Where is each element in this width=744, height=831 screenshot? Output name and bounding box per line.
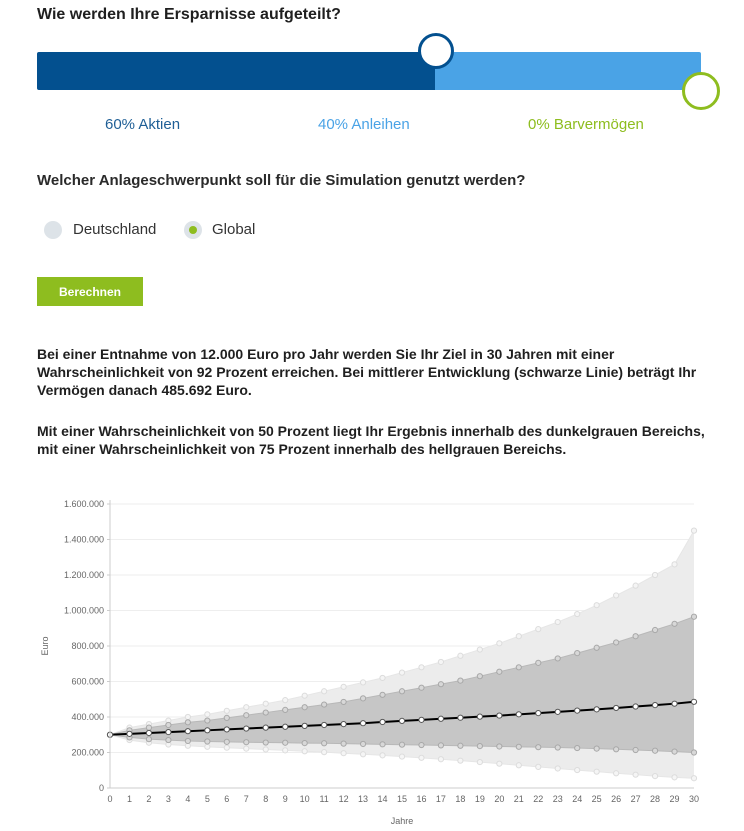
data-point-upper_outer <box>594 603 599 608</box>
data-point-lower_inner <box>458 743 463 748</box>
data-point-lower_inner <box>691 750 696 755</box>
stocks-bonds-handle[interactable] <box>418 33 454 69</box>
data-point-median <box>283 724 288 729</box>
result-text-1: Bei einer Entnahme von 12.000 Euro pro Jahr werden Sie Ihr Ziel in 30 Jahren mit einer Wahrscheinlichkeit von 92 Prozent erreichen. Bei mittlerer Entwicklung (schwarze Linie) beträgt Ihr Vermögen danach 485.692 Euro. <box>37 346 697 398</box>
data-point-lower_outer <box>555 766 560 771</box>
data-point-median <box>380 719 385 724</box>
bonds-share-label: 40% Anleihen <box>318 116 410 133</box>
data-point-upper_inner <box>244 713 249 718</box>
data-point-upper_inner <box>283 707 288 712</box>
data-point-upper_inner <box>322 702 327 707</box>
x-tick-label: 0 <box>107 794 113 804</box>
allocation-question: Wie werden Ihre Ersparnisse aufgeteilt? <box>37 6 341 23</box>
x-tick-label: 10 <box>299 794 310 804</box>
data-point-upper_outer <box>458 653 463 658</box>
radio-deutschland[interactable] <box>44 221 62 239</box>
data-point-upper_inner <box>185 720 190 725</box>
data-point-lower_inner <box>205 739 210 744</box>
data-point-upper_outer <box>672 562 677 567</box>
x-tick-label: 18 <box>455 794 466 804</box>
data-point-lower_outer <box>516 763 521 768</box>
result-text-2: Mit einer Wahrscheinlichkeit von 50 Prozent liegt Ihr Ergebnis innerhalb des dunkelgrauen Bereichs, mit einer Wahrscheinlichkeit von 75 Prozent innerhalb des hellgrauen Bereichs. <box>37 423 705 457</box>
data-point-lower_inner <box>672 749 677 754</box>
cash-share-label: 0% Barvermögen <box>528 116 644 133</box>
data-point-upper_outer <box>497 641 502 646</box>
y-tick-label: 600.000 <box>71 676 104 687</box>
data-point-lower_outer <box>419 755 424 760</box>
bonds-cash-handle[interactable] <box>682 72 720 110</box>
data-point-median <box>302 723 307 728</box>
data-point-upper_inner <box>633 634 638 639</box>
data-point-median <box>497 713 502 718</box>
data-point-upper_inner <box>302 705 307 710</box>
x-axis-title: Jahre <box>390 816 414 826</box>
data-point-median <box>166 729 171 734</box>
data-point-upper_inner <box>594 645 599 650</box>
data-point-median <box>555 709 560 714</box>
data-point-lower_outer <box>652 774 657 779</box>
data-point-lower_inner <box>224 739 229 744</box>
data-point-lower_inner <box>283 740 288 745</box>
calculate-button[interactable]: Berechnen <box>37 277 143 306</box>
data-point-upper_inner <box>419 685 424 690</box>
data-point-upper_outer <box>283 698 288 703</box>
x-tick-label: 23 <box>552 794 563 804</box>
data-point-lower_inner <box>263 740 268 745</box>
y-tick-label: 200.000 <box>71 747 104 758</box>
data-point-lower_inner <box>438 743 443 748</box>
data-point-upper_inner <box>691 614 696 619</box>
data-point-lower_inner <box>244 740 249 745</box>
x-tick-label: 7 <box>243 794 249 804</box>
data-point-upper_inner <box>458 678 463 683</box>
data-point-median <box>652 703 657 708</box>
radio-global-label[interactable]: Global <box>212 221 256 238</box>
data-point-median <box>224 727 229 732</box>
stocks-share-label: 60% Aktien <box>105 116 181 133</box>
data-point-median <box>205 728 210 733</box>
data-point-upper_inner <box>360 696 365 701</box>
data-point-lower_inner <box>555 745 560 750</box>
x-tick-label: 27 <box>630 794 641 804</box>
data-point-lower_inner <box>497 744 502 749</box>
data-point-upper_outer <box>575 611 580 616</box>
data-point-median <box>127 731 132 736</box>
data-point-median <box>360 721 365 726</box>
data-point-upper_outer <box>419 665 424 670</box>
data-point-lower_outer <box>360 752 365 757</box>
data-point-lower_outer <box>633 772 638 777</box>
data-point-upper_inner <box>166 722 171 727</box>
data-point-lower_outer <box>614 771 619 776</box>
data-point-upper_outer <box>633 583 638 588</box>
data-point-upper_outer <box>205 712 210 717</box>
data-point-upper_outer <box>380 675 385 680</box>
x-tick-label: 22 <box>533 794 544 804</box>
data-point-upper_inner <box>672 621 677 626</box>
x-tick-label: 29 <box>669 794 680 804</box>
data-point-lower_inner <box>146 737 151 742</box>
y-tick-label: 1.400.000 <box>63 534 104 545</box>
data-point-upper_inner <box>380 692 385 697</box>
x-tick-label: 9 <box>282 794 288 804</box>
x-tick-label: 20 <box>494 794 505 804</box>
data-point-lower_outer <box>341 751 346 756</box>
data-point-lower_outer <box>536 764 541 769</box>
projection-chart <box>30 490 730 830</box>
data-point-upper_inner <box>516 665 521 670</box>
data-point-lower_outer <box>477 759 482 764</box>
data-point-lower_inner <box>575 745 580 750</box>
data-point-lower_outer <box>438 757 443 762</box>
data-point-upper_inner <box>575 651 580 656</box>
data-point-lower_outer <box>244 746 249 751</box>
x-tick-label: 5 <box>204 794 210 804</box>
y-tick-label: 400.000 <box>71 712 104 722</box>
data-point-lower_outer <box>672 775 677 780</box>
data-point-lower_inner <box>614 747 619 752</box>
y-tick-label: 1.200.000 <box>63 570 104 580</box>
data-point-lower_outer <box>691 776 696 781</box>
data-point-upper_outer <box>341 684 346 689</box>
data-point-upper_outer <box>322 689 327 694</box>
data-point-upper_inner <box>614 640 619 645</box>
data-point-lower_outer <box>594 769 599 774</box>
data-point-lower_inner <box>322 741 327 746</box>
data-point-median <box>536 710 541 715</box>
x-tick-label: 17 <box>435 794 446 804</box>
data-point-lower_inner <box>166 737 171 742</box>
x-tick-label: 3 <box>165 794 171 804</box>
data-point-lower_outer <box>497 761 502 766</box>
data-point-upper_outer <box>263 701 268 706</box>
data-point-upper_inner <box>399 689 404 694</box>
x-tick-label: 13 <box>358 794 369 804</box>
y-axis-title: Euro <box>40 636 50 656</box>
y-tick-label: 1.600.000 <box>63 499 104 509</box>
data-point-upper_outer <box>536 627 541 632</box>
data-point-upper_outer <box>185 714 190 719</box>
data-point-upper_outer <box>516 634 521 639</box>
data-point-lower_inner <box>536 745 541 750</box>
x-tick-label: 28 <box>650 794 661 804</box>
data-point-lower_inner <box>185 738 190 743</box>
data-point-upper_inner <box>224 715 229 720</box>
data-point-median <box>516 712 521 717</box>
x-tick-label: 1 <box>126 794 132 804</box>
data-point-upper_inner <box>341 699 346 704</box>
data-point-median <box>438 716 443 721</box>
data-point-upper_inner <box>146 725 151 730</box>
data-point-upper_outer <box>477 647 482 652</box>
data-point-median <box>691 699 696 704</box>
stocks-segment <box>37 52 435 90</box>
data-point-lower_inner <box>652 748 657 753</box>
x-tick-label: 30 <box>688 794 700 804</box>
x-tick-label: 26 <box>611 794 622 804</box>
data-point-lower_inner <box>516 744 521 749</box>
x-tick-label: 16 <box>416 794 427 804</box>
data-point-lower_outer <box>205 744 210 749</box>
x-tick-label: 8 <box>263 794 269 804</box>
data-point-upper_inner <box>497 669 502 674</box>
data-point-median <box>614 705 619 710</box>
data-point-median <box>419 717 424 722</box>
data-point-upper_inner <box>263 710 268 715</box>
data-point-lower_inner <box>302 740 307 745</box>
data-point-lower_outer <box>302 749 307 754</box>
data-point-lower_outer <box>322 750 327 755</box>
data-point-upper_outer <box>302 693 307 698</box>
data-point-median <box>146 730 151 735</box>
data-point-upper_outer <box>614 593 619 598</box>
x-tick-label: 14 <box>377 794 388 804</box>
data-point-lower_inner <box>594 746 599 751</box>
data-point-median <box>458 715 463 720</box>
data-point-upper_outer <box>438 659 443 664</box>
data-point-upper_inner <box>555 656 560 661</box>
data-point-lower_outer <box>575 767 580 772</box>
x-tick-label: 12 <box>338 794 349 804</box>
x-tick-label: 24 <box>572 794 583 804</box>
x-tick-label: 15 <box>396 794 408 804</box>
y-tick-label: 800.000 <box>71 641 104 651</box>
data-point-lower_outer <box>458 758 463 763</box>
data-point-upper_outer <box>652 572 657 577</box>
data-point-median <box>672 701 677 706</box>
data-point-lower_inner <box>419 742 424 747</box>
y-tick-label: 0 <box>98 783 104 793</box>
x-tick-label: 2 <box>146 794 152 804</box>
data-point-lower_outer <box>283 748 288 753</box>
data-point-lower_outer <box>399 754 404 759</box>
data-point-upper_outer <box>399 670 404 675</box>
data-point-lower_inner <box>477 744 482 749</box>
data-point-median <box>322 722 327 727</box>
data-point-median <box>185 729 190 734</box>
data-point-upper_outer <box>224 708 229 713</box>
data-point-median <box>341 722 346 727</box>
data-point-lower_inner <box>360 741 365 746</box>
data-point-median <box>263 725 268 730</box>
data-point-lower_outer <box>263 747 268 752</box>
x-tick-label: 21 <box>513 794 524 804</box>
x-tick-label: 11 <box>319 794 329 804</box>
x-tick-label: 19 <box>474 794 485 804</box>
data-point-upper_outer <box>360 680 365 685</box>
data-point-upper_inner <box>477 674 482 679</box>
radio-global[interactable] <box>184 221 202 239</box>
allocation-slider[interactable] <box>37 52 701 90</box>
data-point-lower_outer <box>380 753 385 758</box>
data-point-lower_inner <box>380 742 385 747</box>
data-point-lower_outer <box>224 745 229 750</box>
data-point-median <box>594 707 599 712</box>
data-point-lower_inner <box>399 742 404 747</box>
data-point-median <box>477 714 482 719</box>
data-point-lower_inner <box>341 741 346 746</box>
radio-deutschland-label[interactable]: Deutschland <box>73 221 157 238</box>
x-tick-label: 25 <box>591 794 602 804</box>
data-point-upper_outer <box>691 528 696 533</box>
bonds-segment <box>435 52 701 90</box>
data-point-upper_inner <box>205 718 210 723</box>
data-point-median <box>633 704 638 709</box>
data-point-lower_inner <box>633 747 638 752</box>
x-tick-label: 4 <box>185 794 191 804</box>
y-tick-label: 1.000.000 <box>63 605 104 616</box>
data-point-median <box>244 726 249 731</box>
data-point-upper_inner <box>438 682 443 687</box>
data-point-upper_inner <box>652 627 657 632</box>
data-point-upper_inner <box>536 660 541 665</box>
data-point-median <box>575 708 580 713</box>
data-point-upper_outer <box>555 619 560 624</box>
focus-question: Welcher Anlageschwerpunkt soll für die Simulation genutzt werden? <box>37 172 526 189</box>
x-tick-label: 6 <box>224 794 230 804</box>
data-point-median <box>399 718 404 723</box>
data-point-upper_outer <box>244 705 249 710</box>
radio-selected-dot <box>189 226 197 234</box>
